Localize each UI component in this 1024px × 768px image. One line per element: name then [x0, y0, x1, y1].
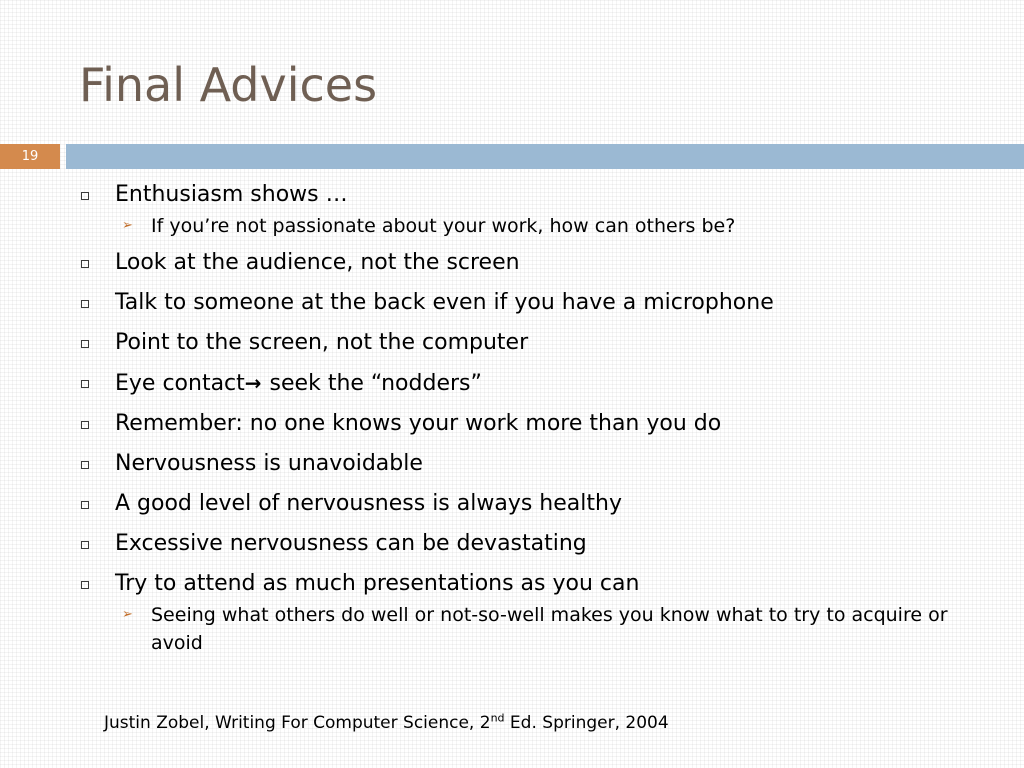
bullet-item — [0, 368, 1024, 399]
hollow-square-icon — [81, 380, 89, 388]
hollow-square-icon — [81, 461, 89, 469]
citation-superscript: nd — [490, 711, 505, 725]
slide-number-badge: 19 — [0, 144, 60, 169]
bullet-item — [0, 489, 1024, 519]
hollow-square-icon — [81, 541, 89, 549]
hollow-square-icon — [81, 581, 89, 589]
citation-main: Justin Zobel, Writing For Computer Science, 2 — [104, 713, 491, 733]
hollow-square-icon — [81, 300, 89, 308]
sub-bullet-item — [0, 212, 1024, 240]
bullet-text: A good level of nervousness is always healthy — [115, 491, 622, 516]
sub-bullet-item — [0, 601, 1024, 657]
bullet-text: Try to attend as much presentations as you can — [115, 571, 640, 596]
bullet-item — [0, 288, 1024, 318]
hollow-square-icon — [81, 501, 89, 509]
title-divider-bar — [66, 144, 1024, 169]
slide-title: Final Advices — [79, 58, 378, 112]
citation — [104, 709, 669, 737]
bullet-list — [0, 180, 1024, 665]
bullet-text: Point to the screen, not the computer — [115, 330, 529, 355]
bullet-item — [0, 409, 1024, 439]
bullet-item — [0, 180, 1024, 210]
bullet-item — [0, 529, 1024, 559]
bullet-text: Look at the audience, not the screen — [115, 250, 520, 275]
right-arrow-icon: → — [244, 371, 262, 395]
hollow-square-icon — [81, 260, 89, 268]
sub-bullet-text: Seeing what others do well or not-so-well makes you know what to try to acquire or avoid — [151, 604, 948, 654]
bullet-text: Excessive nervousness can be devastating — [115, 531, 587, 556]
hollow-square-icon — [81, 340, 89, 348]
bullet-text: Remember: no one knows your work more than you do — [115, 411, 722, 436]
bullet-item — [0, 449, 1024, 479]
bullet-text: Talk to someone at the back even if you have a microphone — [115, 290, 774, 315]
bullet-item — [0, 569, 1024, 599]
arrowhead-icon: ➢ — [122, 607, 133, 622]
arrowhead-icon: ➢ — [122, 218, 133, 233]
bullet-text: Nervousness is unavoidable — [115, 451, 423, 476]
bullet-text-nodders: seek the “nodders” — [269, 371, 482, 396]
bullet-text: Enthusiasm shows … — [115, 182, 348, 207]
bullet-item — [0, 328, 1024, 358]
bullet-item — [0, 248, 1024, 278]
hollow-square-icon — [81, 192, 89, 200]
sub-bullet-text: If you’re not passionate about your work, how can others be? — [151, 215, 736, 237]
bullet-text-eye-contact: Eye contact — [115, 371, 245, 396]
hollow-square-icon — [81, 421, 89, 429]
citation-rest: Ed. Springer, 2004 — [504, 713, 669, 733]
